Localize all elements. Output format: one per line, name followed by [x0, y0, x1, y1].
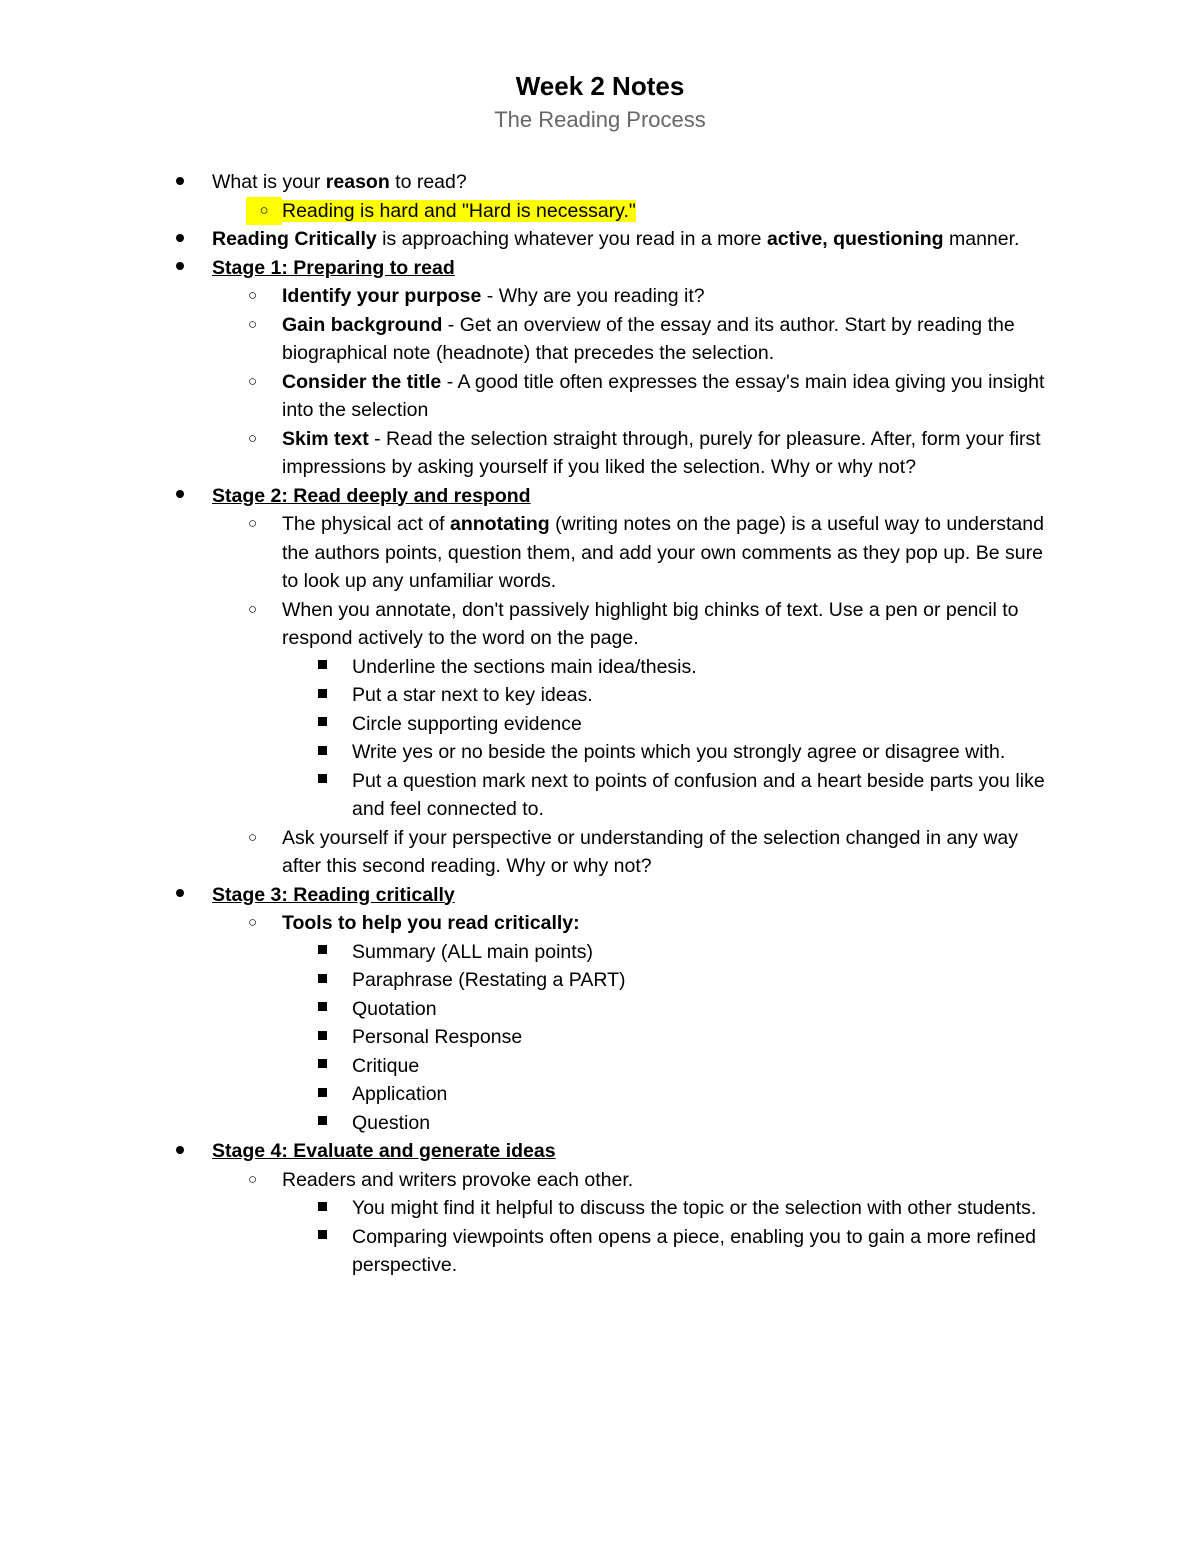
stage2-item3-text: Ask yourself if your perspective or understanding of the selection changed in any way after this second reading. Why or why not? — [282, 826, 1019, 877]
stage3-heading: Stage 3: Reading critically — [212, 883, 455, 906]
stage1-item — [248, 282, 1062, 311]
circle-bullet-icon: ○ — [248, 429, 258, 447]
stage3-heading-row — [212, 881, 1062, 910]
stage3-tools-text: Tools to help you read critically: — [282, 912, 580, 934]
square-bullet-icon — [318, 1194, 327, 1223]
square-bullet-icon — [318, 767, 327, 796]
page-title: Week 2 Notes — [515, 71, 685, 101]
stage2-subitem — [352, 767, 1062, 824]
square-bullet-icon — [318, 1109, 327, 1138]
stage1-heading-row — [212, 254, 1062, 283]
stage2-subitem-text: Put a question mark next to points of confusion and a heart beside parts you like and feel connected to. — [352, 769, 1045, 820]
square-bullet-icon — [318, 1223, 327, 1252]
stage3-subitem-text: Critique — [352, 1054, 420, 1077]
critical-bold: Reading Critically — [212, 228, 377, 250]
square-bullet-icon — [318, 1023, 327, 1052]
stage2-item-annotating — [248, 510, 1062, 596]
bullet-icon — [176, 881, 184, 910]
circle-bullet-icon: ○ — [248, 1170, 258, 1188]
bullet-icon — [176, 1137, 184, 1166]
stage2-subitem — [352, 681, 1062, 710]
bullet-icon — [176, 168, 184, 197]
reason-post: to read? — [389, 171, 467, 193]
stage4-subitem — [352, 1223, 1062, 1280]
stage2-subitem-text: Write yes or no beside the points which you strongly agree or disagree with. — [352, 741, 1006, 763]
bullet-icon — [176, 225, 184, 254]
stage2-subitem-text: Underline the sections main idea/thesis. — [352, 655, 697, 678]
stage3-subitem — [352, 938, 1062, 967]
stage2-item-perspective — [248, 824, 1062, 881]
stage4-subitem-text: You might find it helpful to discuss the topic or the selection with other students. — [352, 1197, 1037, 1219]
stage4-heading: Stage 4: Evaluate and generate ideas — [212, 1140, 556, 1162]
circle-bullet-icon: ○ — [248, 315, 258, 333]
square-bullet-icon — [318, 966, 327, 995]
bullet-icon — [176, 482, 184, 511]
reason-bold: reason — [325, 171, 390, 193]
stage1-item-bold: Consider the title — [282, 370, 442, 393]
stage3-subitem — [352, 1023, 1062, 1052]
stage2-item1-bold: annotating — [450, 513, 550, 535]
highlighted-quote: Reading is hard and "Hard is necessary." — [282, 199, 636, 222]
circle-bullet-icon: ○ — [248, 600, 258, 618]
stage2-subitem — [352, 653, 1062, 682]
stage1-item-bold: Skim text — [282, 427, 369, 450]
stage3-tools-item — [248, 909, 1062, 938]
stage1-item-bold: Gain background — [282, 313, 443, 336]
stage1-item-text: - Get an overview of the essay and its author. Start by reading the biographical note (headnote) that precedes the selection. — [282, 313, 1015, 364]
stage2-subitem-text: Circle supporting evidence — [352, 712, 582, 735]
critical-post: manner. — [943, 228, 1020, 250]
stage3-subitem — [352, 966, 1062, 995]
square-bullet-icon — [318, 738, 327, 767]
stage3-subitem-text: Summary (ALL main points) — [352, 940, 593, 963]
list-item-reading-critically — [212, 225, 1062, 254]
critical-mid: is approaching whatever you read in a more — [376, 228, 767, 250]
stage3-subitem — [352, 995, 1062, 1024]
stage1-item-bold: Identify your purpose — [282, 285, 482, 307]
stage4-subitem-text: Comparing viewpoints often opens a piece, enabling you to gain a more refined perspective. — [352, 1225, 1037, 1276]
stage3-subitem-text: Paraphrase (Restating a PART) — [352, 969, 626, 991]
square-bullet-icon — [318, 1052, 327, 1081]
stage3-subitem-text: Personal Response — [352, 1026, 523, 1048]
stage1-item-text: - Read the selection straight through, purely for pleasure. After, form your first impressions by asking yourself if you liked the selection. Why or why not? — [282, 427, 1041, 478]
stage3-subitem-text: Application — [352, 1083, 448, 1105]
critical-bold2: active, questioning — [766, 228, 944, 250]
stage4-item — [248, 1166, 1062, 1195]
square-bullet-icon — [318, 681, 327, 710]
stage3-subitem-text: Question — [352, 1111, 431, 1134]
stage2-subitem — [352, 710, 1062, 739]
stage4-heading-row — [212, 1137, 1062, 1166]
stage2-item2-text: When you annotate, don't passively highlight big chinks of text. Use a pen or pencil to respond actively to the word on the page. — [282, 598, 1019, 649]
stage2-subitem — [352, 738, 1062, 767]
stage2-heading: Stage 2: Read deeply and respond — [212, 484, 531, 507]
stage3-subitem — [352, 1109, 1062, 1138]
square-bullet-icon — [318, 710, 327, 739]
circle-bullet-icon: ○ — [248, 515, 258, 532]
stage3-subitem — [352, 1080, 1062, 1109]
stage4-subitem — [352, 1194, 1062, 1223]
stage2-item1-pre: The physical act of — [282, 513, 450, 535]
notes-list — [0, 168, 1200, 1280]
square-bullet-icon — [318, 1080, 327, 1109]
stage2-item1-post: (writing notes on the page) is a useful way to understand the authors points, question them, and add your own comments as they pop up. Be sure to look up any unfamiliar words. — [282, 513, 1044, 592]
circle-bullet-icon: ○ — [248, 914, 258, 931]
stage1-heading: Stage 1: Preparing to read — [212, 256, 455, 279]
circle-bullet-icon: ○ — [248, 828, 258, 846]
stage1-item-text: - Why are you reading it? — [481, 285, 705, 307]
stage1-item — [248, 368, 1062, 425]
stage1-item — [248, 311, 1062, 368]
stage4-item1-text: Readers and writers provoke each other. — [282, 1168, 634, 1191]
reason-pre: What is your — [212, 171, 326, 193]
page-subtitle: The Reading Process — [494, 107, 706, 132]
bullet-icon — [176, 254, 184, 283]
circle-bullet-icon: ○ — [246, 197, 282, 226]
stage2-subitem-text: Put a star next to key ideas. — [352, 684, 593, 706]
square-bullet-icon — [318, 653, 327, 682]
stage2-heading-row — [212, 482, 1062, 511]
stage2-item-annotate — [248, 596, 1062, 653]
list-item-reason — [212, 168, 1062, 197]
stage3-subitem-text: Quotation — [352, 997, 437, 1020]
square-bullet-icon — [318, 938, 327, 967]
list-item-highlight-quote — [259, 197, 1062, 226]
square-bullet-icon — [318, 995, 327, 1024]
stage1-item — [248, 425, 1062, 482]
stage3-subitem — [352, 1052, 1062, 1081]
stage1-item-text: - A good title often expresses the essay's main idea giving you insight into the selection — [282, 370, 1045, 421]
circle-bullet-icon: ○ — [248, 372, 258, 390]
circle-bullet-icon: ○ — [248, 287, 258, 304]
